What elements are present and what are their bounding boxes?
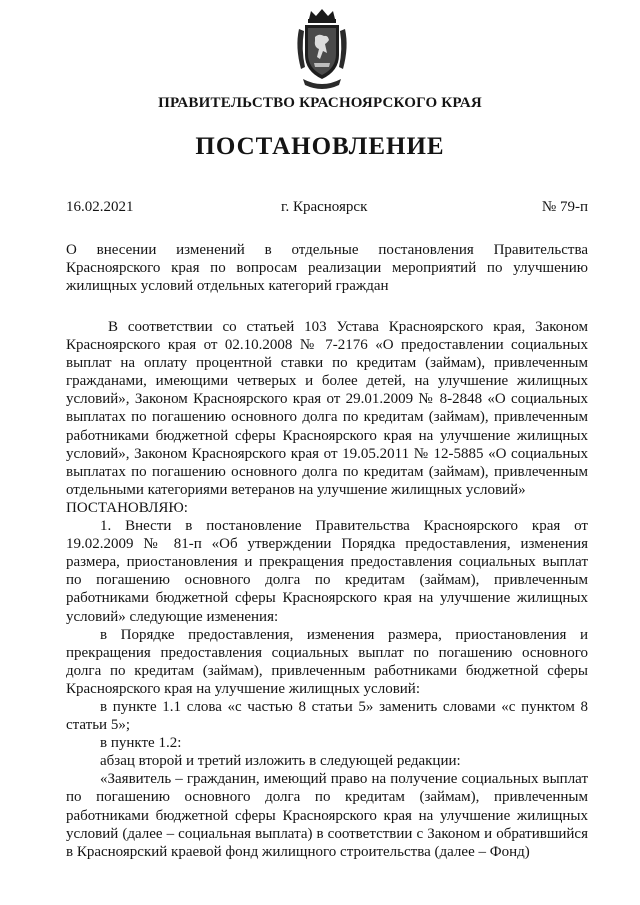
paragraph-amend-abzac: абзац второй и третий изложить в следующей редакции:: [100, 753, 461, 770]
document-type-title: ПОСТАНОВЛЕНИЕ: [195, 133, 445, 160]
preamble-paragraph: В соответствии со статьей 103 Устава Красноярского края, Законом Красноярского края от 02.10.2008 № 7-2176 «О предоставлении социальных выплат на оплату процентной ставки по кредитам (займам), привлеченным гражданами, имеющими четверых и более детей, на улучшение жилищных условий», Законом Красноярского края от 29.01.2009 № 8-2848 «О социальных выплатах по погашению основного долга по кредитам (займам), привлеченным работниками бюджетной сферы Красноярского края на улучшение жилищных условий», Законом Красноярского края от 19.05.2011 № 12-5885 «О социальных выплатах по погашению основного долга по кредитам (займам), привлеченным отдельными категориями ветеранов на улучшение жилищных условий»: [66, 319, 588, 498]
document-subject: О внесении изменений в отдельные постановления Правительства Красноярского края по вопросам реализации мероприятий по улучшению жилищных условий отдельных категорий граждан: [66, 242, 588, 295]
paragraph-applicant-definition: «Заявитель – гражданин, имеющий право на получение социальных выплат по погашению основного долга по кредитам (займам), привлеченным работниками бюджетной сферы Красноярского края на улучшение жилищных условий (далее – социальная выплата) в соответствии с Законом и обратившийся в Красноярский краевой фонд жилищного строительства (далее – Фонд): [66, 771, 588, 860]
resolve-heading: ПОСТАНОВЛЯЮ:: [66, 499, 188, 516]
government-name: ПРАВИТЕЛЬСТВО КРАСНОЯРСКОГО КРАЯ: [158, 95, 482, 111]
paragraph-clause-1-1: в пункте 1.1 слова «с частью 8 статьи 5» заменить словами «с пунктом 8 статьи 5»;: [66, 698, 588, 734]
coat-of-arms-icon: [293, 7, 351, 89]
document-date: 16.02.2021: [66, 199, 134, 215]
document-number: № 79-п: [541, 199, 588, 215]
document-body: [66, 318, 588, 861]
document-meta: [66, 199, 588, 219]
paragraph-item-1: 1. Внести в постановление Правительства Красноярского края от 19.02.2009 № 81-п «Об утверждении Порядка предоставления, изменения размера, приостановления и прекращения предоставления социальных выплат по погашению основного долга по кредитам (займам), привлеченным работниками бюджетной сферы Красноярского края на улучшение жилищных условий» следующие изменения:: [66, 518, 588, 625]
paragraph-clause-1-2: в пункте 1.2:: [100, 735, 182, 752]
document-city: г. Красноярск: [281, 199, 368, 215]
paragraph-order-changes: в Порядке предоставления, изменения размера, приостановления и прекращения предоставления социальных выплат по погашению основного долга по кредитам (займам), привлеченным работниками бюджетной сферы Красноярского края на улучшение жилищных условий:: [66, 626, 588, 697]
